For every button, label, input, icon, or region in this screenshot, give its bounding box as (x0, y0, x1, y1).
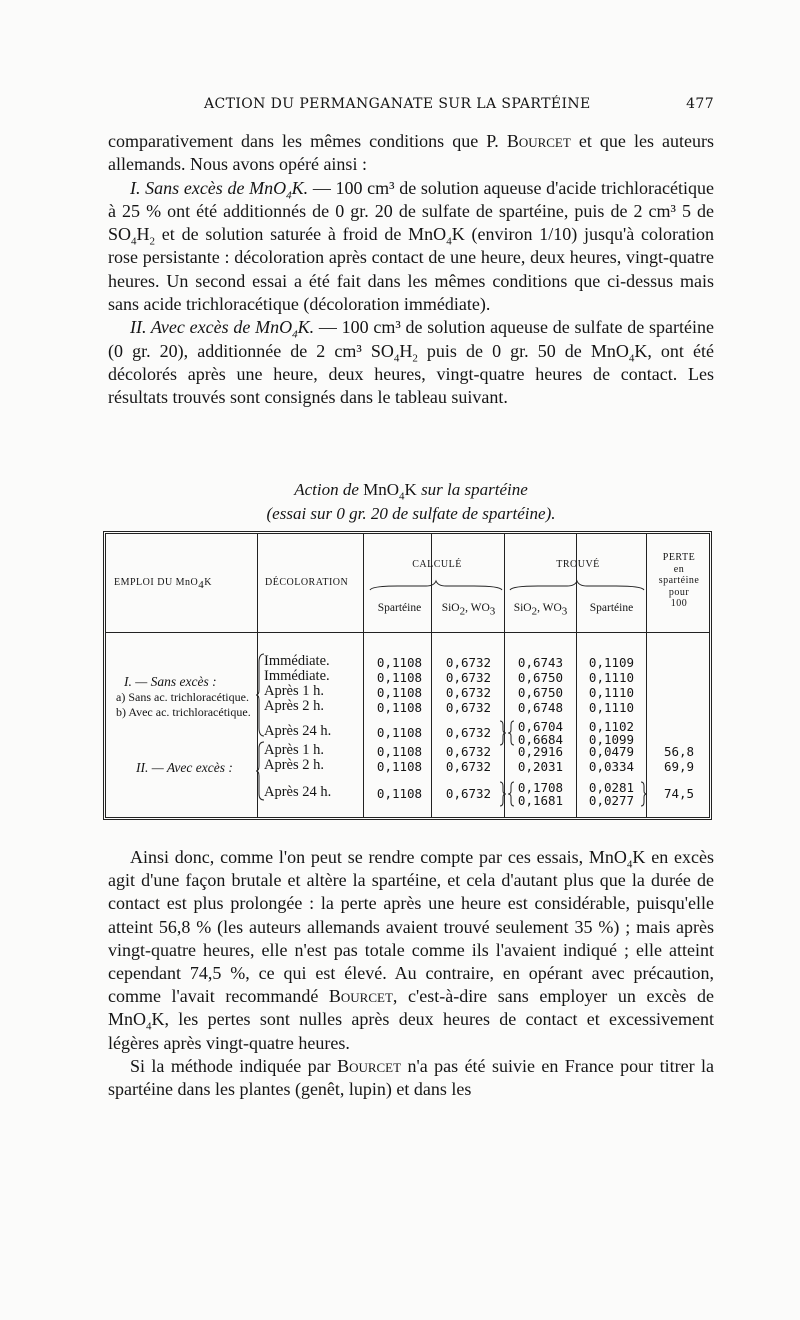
decoloration-cell: Immédiate. (264, 668, 330, 684)
calc-sio-cell: 0,6732 (445, 725, 492, 740)
group-one-label: I. — Sans excès : (124, 674, 217, 689)
value-brace (499, 781, 507, 807)
decoloration-cell: Après 2 h. (264, 757, 325, 773)
calc-sparteine-cell: 0,1108 (376, 786, 423, 801)
calc-sio-cell: 0,6732 (445, 786, 492, 801)
calc-sparteine-cell: 0,1108 (376, 725, 423, 740)
decoloration-cell: Après 1 h. (264, 742, 325, 758)
trouve-sio-cell: 0,2031 (517, 759, 564, 774)
trouve-sio-cell: 0,6684 (517, 732, 564, 747)
trouve-sio-cell: 0,6743 (517, 655, 564, 670)
subheader-calc-sparteine: Spartéine (377, 602, 422, 614)
perte-line-3: spartéine (658, 575, 700, 586)
perte-line-4: pour (668, 586, 690, 598)
trouve-sparteine-cell: 0,0277 (588, 793, 635, 808)
trouve-sparteine-cell: 0,1110 (588, 685, 635, 700)
method-one-text: — 100 cm³ de solution aqueuse d'acide trichloracétique à 25 % ont été additionnés de 0 gr. 20 de sulfate de spartéine, puis de 2 cm³ 5 de $SO_4H_2$ et de solution saturée à froid de MnO$_4$K (environ 1/10) jusqu'à coloration rose persistante : décoloration après contact de une heure, deux heures, vingt-quatre heures. Un second essai a été fait dans les mêmes conditions que ci-dessus mais sans acide trichloracétique (décoloration immédiate). (108, 177, 714, 315)
intro-paragraph-1: comparativement dans les mêmes conditions que P. Bourcet et que les auteurs allemands. Nous avons opéré ainsi : (108, 131, 715, 175)
trouve-sparteine-cell: 0,1102 (588, 719, 635, 734)
group-two-label: II. — Avec excès : (136, 760, 233, 775)
calc-sparteine-cell: 0,1108 (376, 744, 423, 759)
perte-cell: 56,8 (663, 744, 695, 759)
results-table (103, 531, 712, 820)
trouve-brace (508, 580, 646, 594)
header-emploi: EMPLOI DU MnO$_4$K (114, 577, 213, 591)
calc-sio-cell: 0,6732 (445, 685, 492, 700)
header-trouve: TROUVÉ (556, 559, 600, 570)
calc-sparteine-cell: 0,1108 (376, 685, 423, 700)
calcule-brace (368, 580, 504, 594)
perte-cell: 74,5 (663, 786, 695, 801)
perte-cell: 69,9 (663, 759, 695, 774)
decoloration-cell: Immédiate. (264, 653, 330, 669)
trouve-sparteine-cell: 0,1099 (588, 732, 635, 747)
subheader-calc-sio: SiO$_2$, $WO_3$ (441, 602, 496, 618)
trouve-sio-cell: 0,6750 (517, 670, 564, 685)
subheader-trouve-sio: SiO$_2$, $WO_3$ (513, 602, 568, 618)
table-caption (108, 478, 714, 526)
trouve-sio-cell: 0,1708 (517, 780, 564, 795)
conclusion-paragraph-1: Ainsi donc, comme l'on peut se rendre compte par ces essais, MnO$_4$K en excès agit d'une façon brutale et altère la spartéine, et cela d'autant plus que la durée de contact est plus prolongée : la perte après une heure est considérable, puisqu'elle atteint 56,8 % (les auteurs allemands avaient trouvé seulement 35 %) ; mais après vingt-quatre heures, elle n'est pas totale comme ils l'avaient indiqué ; elle atteint cependant 74,5 %, ce qui est élevé. Au contraire, en opérant avec précaution, comme l'avait recommandé Bourcet, c'est-à-dire sans employer un excès de MnO$_4$K, les pertes sont nulles après deux heures de contact et excessivement légères après vingt-quatre heures. (108, 847, 714, 1053)
perte-line-5: 100 (670, 598, 688, 609)
group-one-a-label: a) Sans ac. trichloracétique. (116, 690, 249, 704)
trouve-sparteine-cell: 0,0334 (588, 759, 635, 774)
decoloration-cell: Après 2 h. (264, 698, 325, 714)
method-one-paragraph (108, 177, 714, 317)
intro-text (108, 130, 714, 410)
trouve-sparteine-cell: 0,1110 (588, 670, 635, 685)
trouve-sio-cell: 0,6704 (517, 719, 564, 734)
running-header (108, 96, 714, 118)
calc-sio-cell: 0,6732 (445, 700, 492, 715)
page-number: 477 (686, 96, 714, 112)
conclusion-paragraph-2: Si la méthode indiquée par Bourcet n'a pas été suivie en France pour titrer la spartéine dans les plantes (genêt, lupin) et dans les (108, 1055, 714, 1100)
trouve-sio-cell: 0,6748 (517, 700, 564, 715)
subheader-trouve-sparteine: Spartéine (589, 602, 634, 614)
calc-sio-cell: 0,6732 (445, 655, 492, 670)
calc-sparteine-cell: 0,1108 (376, 700, 423, 715)
group-one-b-label: b) Avec ac. trichloracétique. (116, 705, 251, 719)
method-two-paragraph (108, 316, 714, 409)
header-separator (106, 632, 709, 633)
running-title: ACTION DU PERMANGANATE SUR LA SPARTÉINE (204, 96, 591, 112)
calc-sio-cell: 0,6732 (445, 670, 492, 685)
decoloration-cell: Après 24 h. (264, 784, 332, 800)
caption-line-2: (essai sur 0 gr. 20 de sulfate de spartéine). (266, 504, 556, 523)
table-rule (363, 534, 364, 817)
conclusion-text (108, 846, 714, 1101)
value-brace (499, 720, 507, 746)
decoloration-cell: Après 1 h. (264, 683, 325, 699)
calc-sparteine-cell: 0,1108 (376, 759, 423, 774)
method-two-label: II. Avec excès de MnO$_4$K. (130, 317, 315, 341)
value-brace (507, 781, 515, 807)
trouve-sio-cell: 0,2916 (517, 744, 564, 759)
calc-sparteine-cell: 0,1108 (376, 670, 423, 685)
decoloration-cell: Après 24 h. (264, 723, 332, 739)
calc-sio-cell: 0,6732 (445, 744, 492, 759)
calc-sio-cell: 0,6732 (445, 759, 492, 774)
trouve-sparteine-cell: 0,1109 (588, 655, 635, 670)
perte-line-2: en (673, 563, 685, 575)
perte-line-1: PERTE (662, 552, 696, 563)
header-calcule: CALCULÉ (412, 559, 462, 570)
header-perte (646, 552, 712, 610)
trouve-sparteine-cell: 0,1110 (588, 700, 635, 715)
method-one-label: I. Sans excès de MnO$_4$K. (130, 177, 309, 202)
header-decoloration: DÉCOLORATION (265, 577, 349, 588)
trouve-sparteine-cell: 0,0281 (588, 780, 635, 795)
trouve-sio-cell: 0,6750 (517, 685, 564, 700)
caption-line-1: Action de MnO$_4$K sur la spartéine (294, 480, 528, 503)
value-brace (507, 720, 515, 746)
method-two-text: — 100 cm³ de solution aqueuse de sulfate de spartéine (0 gr. 20), additionnée de 2 cm³ $SO_4H_2$ puis de 0 gr. 50 de MnO$_4$K, ont été décolorés après une heure, deux heures, vingt-quatre heures de contact. Les résultats trouvés sont consignés dans le tableau suivant. (108, 317, 714, 408)
table-rule (431, 534, 432, 817)
trouve-sparteine-cell: 0,0479 (588, 744, 635, 759)
calc-sparteine-cell: 0,1108 (376, 655, 423, 670)
trouve-sio-cell: 0,1681 (517, 793, 564, 808)
